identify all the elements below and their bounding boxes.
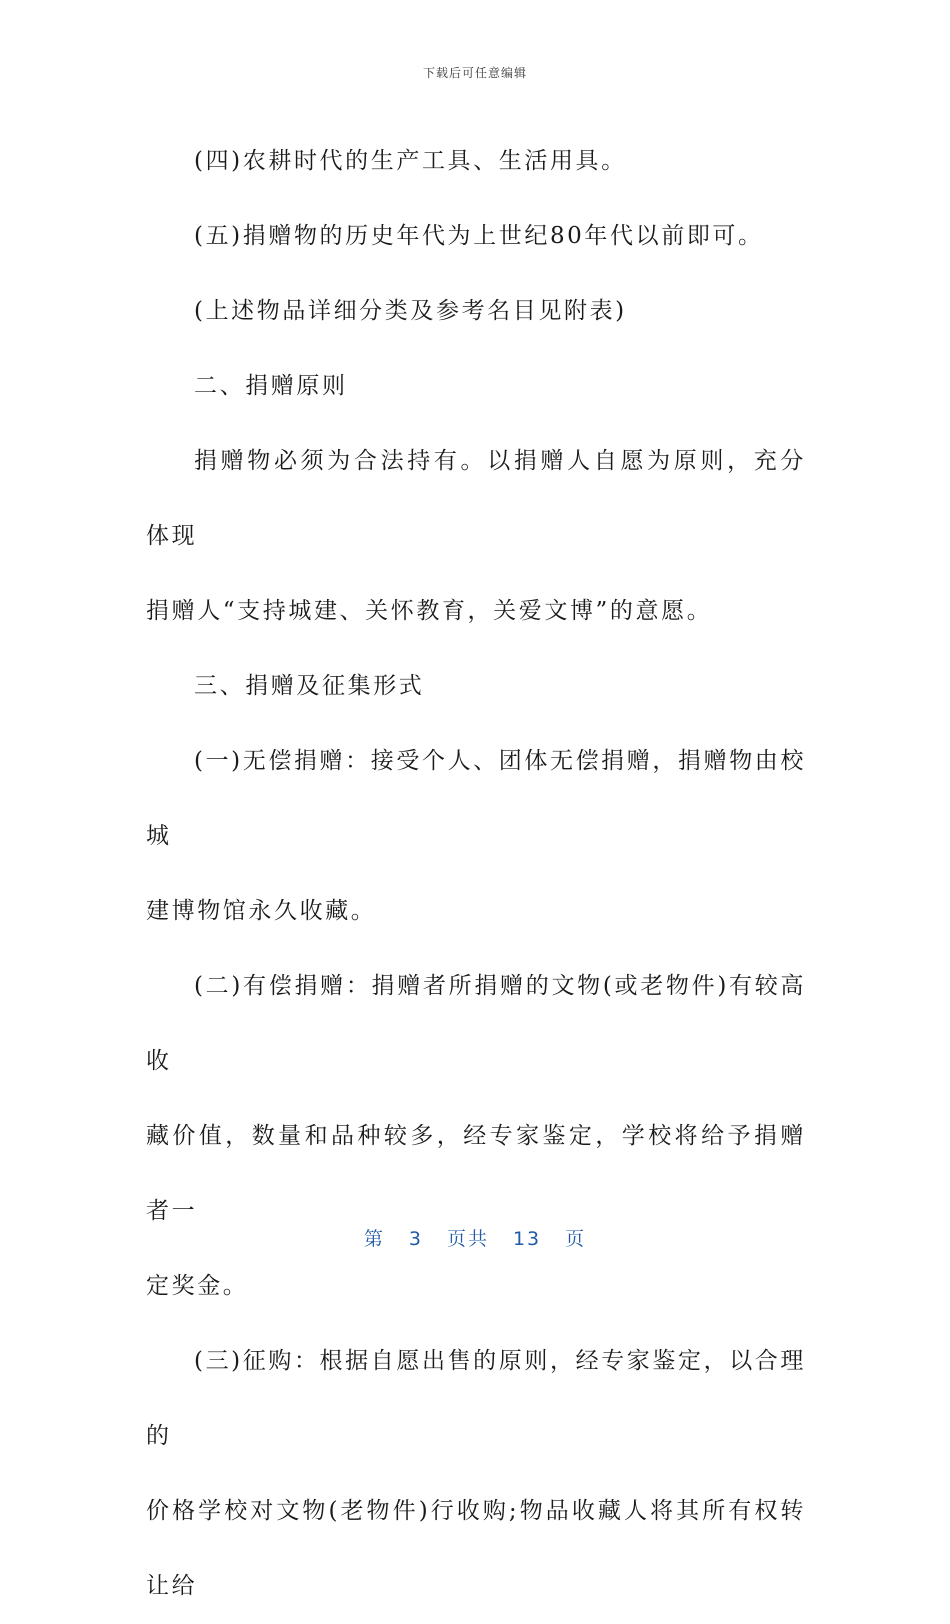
paragraph (146, 424, 806, 649)
text-line: (三)征购：根据自愿出售的原则，经专家鉴定，以合理的 (146, 1348, 806, 1449)
text-line: (上述物品详细分类及参考名目见附表) (194, 298, 627, 324)
footer-middle: 页共 (446, 1228, 489, 1250)
text-line: 捐赠物必须为合法持有。以捐赠人自愿为原则，充分体现 (146, 448, 806, 549)
section-heading (146, 349, 806, 424)
paragraph (146, 1324, 806, 1624)
paragraph (146, 124, 806, 199)
footer-prefix: 第 (363, 1228, 385, 1250)
text-line: 价格学校对文物(老物件)行收购;物品收藏人将其所有权转让给 (146, 1498, 806, 1599)
text-line: 藏价值，数量和品种较多，经专家鉴定，学校将给予捐赠者一 (146, 1123, 806, 1224)
paragraph (146, 949, 806, 1324)
document-body (146, 124, 806, 1624)
section-heading (146, 649, 806, 724)
text-line: (五)捐赠物的历史年代为上世纪80年代以前即可。 (194, 223, 764, 249)
text-line: (一)无偿捐赠：接受个人、团体无偿捐赠，捐赠物由校城 (146, 748, 806, 849)
paragraph (146, 199, 806, 274)
page-footer (0, 1224, 950, 1251)
footer-suffix: 页 (565, 1228, 587, 1250)
header-note: 下载后可任意编辑 (422, 66, 527, 80)
paragraph (146, 274, 806, 349)
text-line: 三、捐赠及征集形式 (194, 673, 425, 699)
text-line: (四)农耕时代的生产工具、生活用具。 (194, 148, 627, 174)
text-line: 定奖金。 (146, 1273, 249, 1299)
text-line: (二)有偿捐赠：捐赠者所捐赠的文物(或老物件)有较高收 (146, 973, 806, 1074)
text-line: 建博物馆永久收藏。 (146, 898, 377, 924)
paragraph (146, 724, 806, 949)
text-line: 二、捐赠原则 (194, 373, 348, 399)
text-line: 捐赠人“支持城建、关怀教育，关爱文博”的意愿。 (146, 598, 713, 624)
footer-total-pages: 13 (512, 1228, 542, 1250)
footer-current-page: 3 (408, 1228, 423, 1250)
